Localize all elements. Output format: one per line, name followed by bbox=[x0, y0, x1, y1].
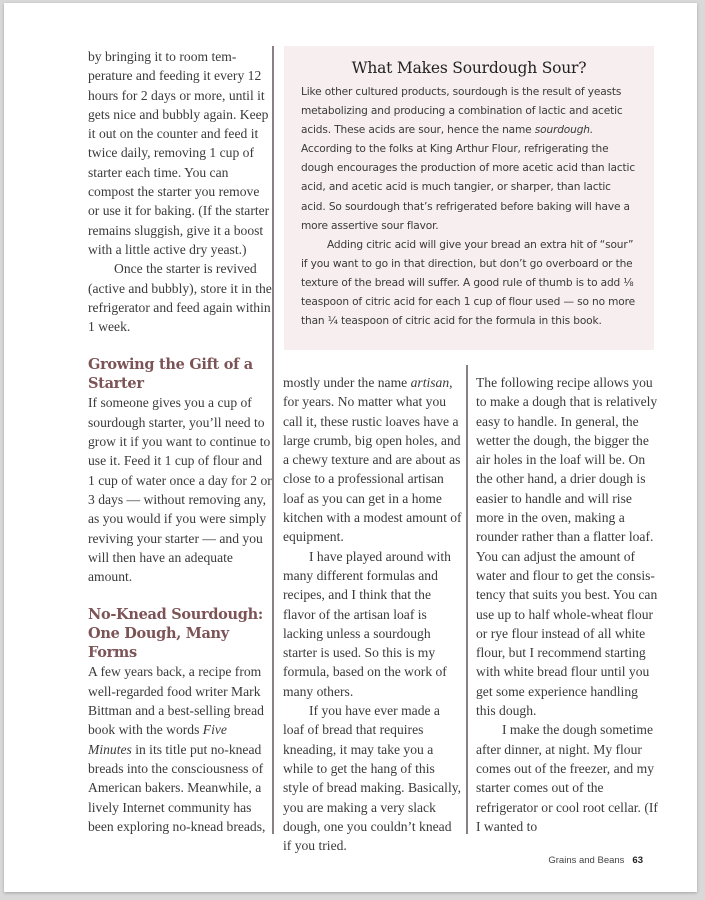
paragraph: The following recipe allows you to make a dough that is relatively easy to handle. In general, the wetter the dough, the bigger the air holes in the loaf will be. On the other hand, a drier dough is easier to handle and will rise more in the oven, making a rounder rather than a flatter loaf. You can adjust the amount of water and flour to get the consistency that suits you best. You can use up to half whole-wheat flour or rye flour instead of all white flour, but I recommend starting with white bread flour until you get some experience handling this dough. bbox=[476, 375, 658, 719]
page-footer bbox=[548, 855, 643, 866]
sidebar-title: What Makes Sourdough Sour? bbox=[351, 59, 587, 77]
column-rule bbox=[272, 46, 274, 834]
sidebar-box bbox=[284, 46, 654, 350]
paragraph: I have played around with many different formulas and recipes, and I think that the flavor of the artisan loaf is lacking unless a sourdough starter is used. So this is my formula, based on the work of many others. bbox=[283, 548, 451, 699]
footer-section-title: Grains and Beans bbox=[548, 855, 625, 866]
column-3 bbox=[476, 373, 660, 836]
column-2 bbox=[283, 373, 463, 855]
paragraph: Like other cultured products, sourdough is the result of yeasts metabolizing and producing a combination of lactic and acetic acids. These acids are sour, hence the name sourdough. According to the folks at King Arthur Flour, refrigerating the dough encourages the production of more acetic acid than lactic acid, and acetic acid is much tangier, or sharper, than lactic acid. So sourdough that’s refrigerated before baking will have a more assertive sour flavor. bbox=[301, 86, 635, 232]
paragraph: mostly under the name artisan, for years. No matter what you call it, these rustic loaves have a large crumb, big open holes, and a chewy texture and are about as close to a professional artisan loaf as you can get in a home kitchen with a modest amount of equipment. bbox=[283, 375, 462, 545]
column-rule bbox=[466, 365, 468, 834]
paragraph: If you have ever made a loaf of bread that requires kneading, it may take you a while to get the hang of this style of bread making. Basically, you are making a very slack dough, one you couldn’t knead if you tried. bbox=[283, 703, 462, 854]
section-heading-no-knead: No-Knead Sourdough: One Dough, Many Forms bbox=[88, 606, 263, 662]
paragraph: If someone gives you a cup of sourdough starter, you’ll need to grow it if you want to continue to use it. Feed it 1 cup of flour and 1 cup of water once a day for 2 or 3 days — without removing any, as you would if you were simply reviving your starter — and you will then have an adequate amount. bbox=[88, 395, 272, 585]
paragraph: Once the starter is revived (active and bubbly), store it in the refrigerator and feed again within 1 week. bbox=[88, 261, 272, 335]
sidebar-body bbox=[284, 77, 654, 331]
paragraph: by bringing it to room temperature and feeding it every 12 hours for 2 days or more, until it gets nice and bubbly again. Keep it out on the counter and feed it twice daily, removing 1 cup of starter each time. You can compost the starter you remove or use it for baking. (If the starter remains sluggish, give it a boost with a little active dry yeast.) bbox=[88, 49, 270, 257]
book-page bbox=[4, 3, 697, 892]
page-number: 63 bbox=[632, 855, 643, 866]
paragraph: A few years back, a recipe from well-regarded food writer Mark Bittman and a best-selling bread book with the words Five Minutes in its title put no-knead breads into the consciousness of American bakers. Meanwhile, a lively Internet community has been exploring no-knead breads, bbox=[88, 664, 266, 834]
paragraph: I make the dough sometime after dinner, at night. My flour comes out of the freezer, and my starter comes out of the refrigerator or cool root cellar. (If I wanted to bbox=[476, 722, 658, 834]
paragraph: Adding citric acid will give your bread an extra hit of “sour” if you want to go in that direction, but don’t go overboard or the texture of the bread will suffer. A good rule of thumb is to add ⅛ teaspoon of citric acid for each 1 cup of flour used — so no more than ¼ teaspoon of citric acid for the formula in this book. bbox=[301, 238, 635, 328]
column-1 bbox=[88, 47, 272, 836]
section-heading-growing-gift: Growing the Gift of a Starter bbox=[88, 356, 253, 393]
